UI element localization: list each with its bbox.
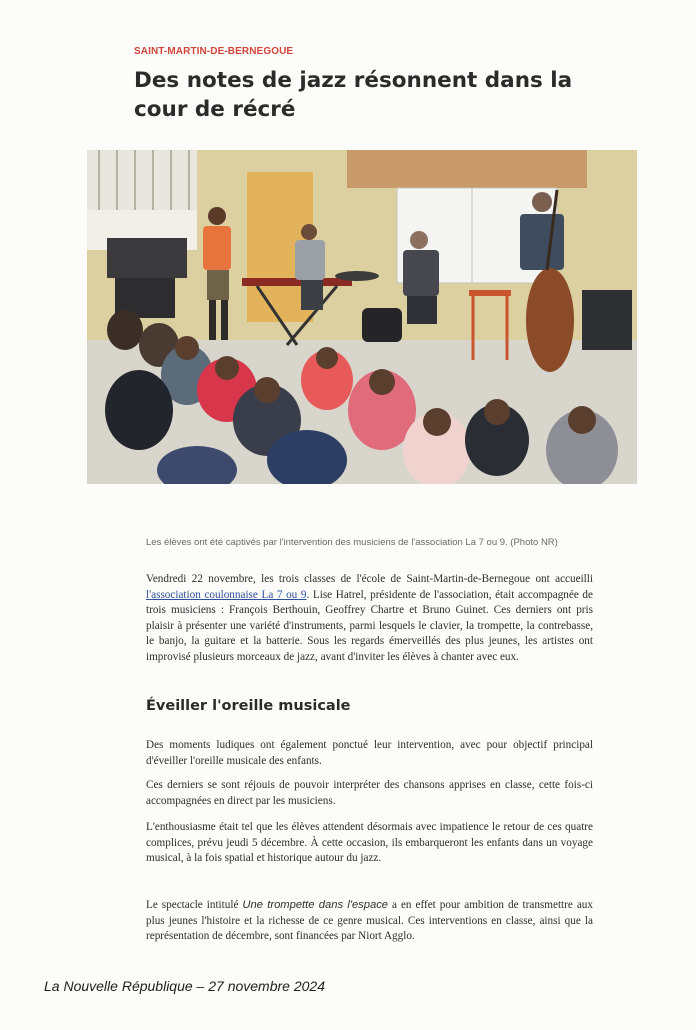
article-photo bbox=[87, 150, 637, 484]
paragraph-5-end: a en effet pour ambition de transmettre aux plus jeunes l'histoire et la richesse de ce genre musical. Ces interventions en classe, ainsi que la représentation de décembre, sont financées par Niort Agglo. bbox=[146, 899, 593, 943]
paragraph-intro bbox=[146, 572, 593, 666]
source-line: La Nouvelle République – 27 novembre 2024 bbox=[44, 978, 325, 994]
paragraph-intro-end: . Lise Hatrel, présidente de l'association, était accompagnée de trois musiciens : François Berthouin, Geoffrey Chartre et Bruno Guinet. Ces derniers ont pris plaisir à présenter une variété d'instruments, parmi lesquels le clavier, la trompette, la contrebasse, le banjo, la guitare et la batterie. Sous les regards émerveillés des plus jeunes, les artistes ont improvisé plusieurs morceaux de jazz, avant d'inviter les élèves à chanter avec eux. bbox=[146, 588, 593, 663]
paragraph-5 bbox=[146, 898, 593, 945]
section-subhead: Éveiller l'oreille musicale bbox=[146, 698, 351, 714]
paragraph-2: Des moments ludiques ont également ponctué leur intervention, avec pour objectif principal d'éveiller l'oreille musicale des enfants. bbox=[146, 739, 593, 767]
paragraph-4: L'enthousiasme était tel que les élèves attendent désormais avec impatience le retour de ces quatre complices, prévu jeudi 5 décembre. À cette occasion, ils embarqueront les enfants dans un voyage musical, à la fois spatial et historique autour du jazz. bbox=[146, 821, 593, 865]
photo-caption: Les élèves ont été captivés par l'intervention des musiciens de l'association La 7 ou 9. (Photo NR) bbox=[146, 537, 558, 548]
headline: Des notes de jazz résonnent dans la cour de récré bbox=[134, 68, 573, 122]
paragraph-5-start: Le spectacle intitulé bbox=[146, 899, 243, 911]
paragraph-3: Ces derniers se sont réjouis de pouvoir interpréter des chansons apprises en classe, cette fois-ci accompagnées en direct par les musiciens. bbox=[146, 779, 593, 807]
paragraph-intro-start: Vendredi 22 novembre, les trois classes de l'école de Saint-Martin-de-Bernegoue ont accueilli bbox=[146, 573, 593, 585]
association-link[interactable]: l'association coulonnaise La 7 ou 9 bbox=[146, 588, 307, 601]
kicker: SAINT-MARTIN-DE-BERNEGOUE bbox=[134, 46, 294, 57]
show-title: Une trompette dans l'espace bbox=[242, 899, 389, 911]
